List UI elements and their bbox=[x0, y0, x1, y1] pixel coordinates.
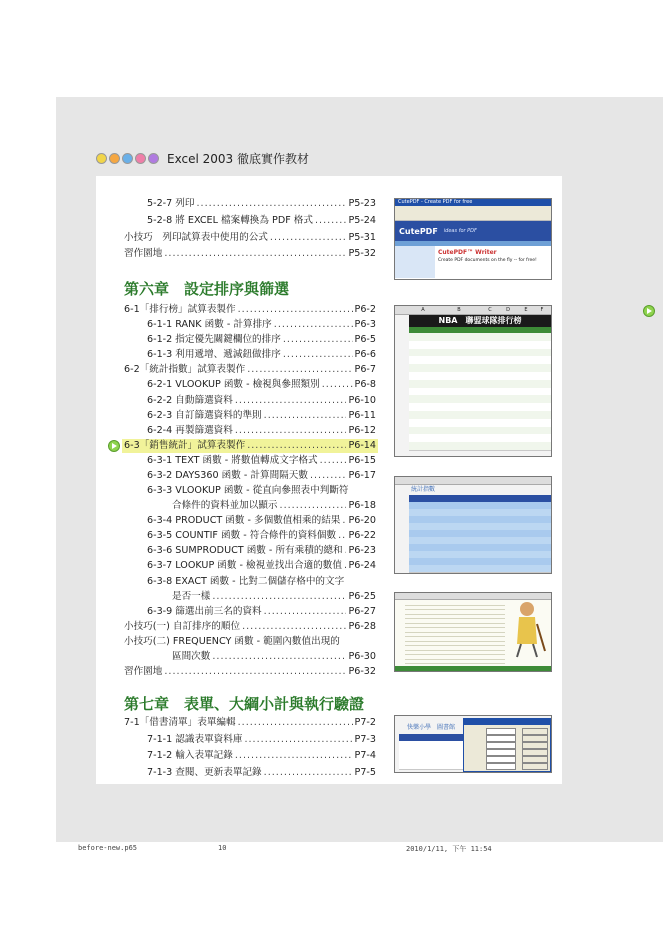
nba-rows bbox=[409, 333, 551, 451]
cutepdf-logo: CutePDF bbox=[399, 226, 438, 236]
toc-item[interactable]: 6-1-1 RANK 函數 - 計算排序 ..... P6-3 bbox=[147, 319, 376, 331]
form-sheet-rows bbox=[399, 734, 463, 770]
screenshot-nba-ranking bbox=[394, 305, 552, 457]
browser-titlebar: CutePDF - Create PDF for free bbox=[395, 199, 551, 206]
form-dialog bbox=[463, 718, 551, 772]
toc-item[interactable]: 6-3-8 EXACT 函數 - 比對二個儲存格中的文字 bbox=[147, 576, 345, 587]
nba-title: NBA 聯盟球隊排行榜 bbox=[409, 315, 551, 327]
col-e: E bbox=[524, 307, 528, 313]
header-title: Excel 2003 徹底實作教材 bbox=[167, 151, 309, 166]
stats-header-band bbox=[409, 495, 551, 502]
form-input-field[interactable] bbox=[486, 728, 516, 735]
footer-page-number: 10 bbox=[218, 844, 227, 852]
toc-item[interactable]: 5-2-7 列印 ..... P5-23 bbox=[147, 198, 376, 210]
sheet-tabs bbox=[395, 666, 551, 671]
toc-item[interactable]: 6-3「銷售統計」試算表製作 ..... P6-14 bbox=[124, 440, 376, 452]
spreadsheet-row bbox=[399, 762, 463, 770]
col-a: A bbox=[421, 307, 425, 313]
stats-title: 統計指數 bbox=[411, 486, 436, 493]
toc-item[interactable]: 6-3-4 PRODUCT 函數 - 多個數值相乘的結果 ..... P6-20 bbox=[147, 515, 376, 527]
footer-file: before-new.p65 bbox=[78, 844, 138, 852]
form-button[interactable] bbox=[522, 763, 548, 770]
toc-item[interactable]: 區間次數 ..... P6-30 bbox=[172, 651, 376, 663]
spreadsheet-row bbox=[409, 565, 551, 573]
toc-item[interactable]: 習作園地 ..... P6-32 bbox=[124, 666, 376, 678]
screenshot-sales-sheet bbox=[394, 592, 552, 672]
form-input-field[interactable] bbox=[486, 756, 516, 763]
stats-rows bbox=[409, 502, 551, 572]
toc-item[interactable]: 6-3-3 VLOOKUP 函數 - 從直向參照表中判斷符 bbox=[147, 485, 349, 496]
toc-item[interactable]: 7-1「借書清單」表單編輯 ..... P7-2 bbox=[124, 717, 376, 729]
toc-item[interactable]: 6-2-1 VLOOKUP 函數 - 檢視與參照類別 ..... P6-8 bbox=[147, 379, 376, 391]
form-dialog-fields bbox=[464, 725, 550, 769]
col-c: C bbox=[488, 307, 492, 313]
toc-item[interactable]: 7-1-3 查閱、更新表單記錄 ..... P7-5 bbox=[147, 767, 376, 779]
toc-item[interactable]: 6-3-9 篩選出前三名的資料 ..... P6-27 bbox=[147, 606, 376, 618]
margin-marker-icon bbox=[643, 305, 655, 317]
toc-item[interactable]: 小技巧 列印試算表中使用的公式 ..... P5-31 bbox=[124, 232, 376, 244]
toc-item[interactable]: 6-1「排行榜」試算表製作 ..... P6-2 bbox=[124, 304, 376, 316]
browser-toolbar bbox=[395, 206, 551, 221]
toc-item[interactable]: 6-3-1 TEXT 函數 - 將數值轉成文字格式 ..... P6-15 bbox=[147, 455, 376, 467]
chapter6-title: 第六章 設定排序與篩選 bbox=[124, 280, 290, 298]
toc-item[interactable]: 7-1-1 認識表單資料庫 ..... P7-3 bbox=[147, 734, 376, 746]
col-f: F bbox=[540, 307, 544, 313]
form-input-field[interactable] bbox=[486, 763, 516, 770]
toc-item[interactable]: 小技巧(一) 自訂排序的順位 ..... P6-28 bbox=[124, 621, 376, 633]
footer-timestamp: 2010/1/11, 下午 11:54 bbox=[406, 845, 492, 853]
toc-item[interactable]: 6-2-4 再製篩選資料 ..... P6-12 bbox=[147, 425, 376, 437]
form-button[interactable] bbox=[522, 728, 548, 735]
toc-item[interactable]: 6-1-3 利用遞增、遞減鈕做排序 ..... P6-6 bbox=[147, 349, 376, 361]
col-d: D bbox=[506, 307, 510, 313]
product-desc: Create PDF documents on the fly -- for free! bbox=[438, 258, 537, 263]
toc-item[interactable]: 6-3-7 LOOKUP 函數 - 檢視並找出合適的數值 ..... P6-24 bbox=[147, 560, 376, 572]
site-banner bbox=[395, 221, 551, 241]
toc-item[interactable]: 6-2-2 自動篩選資料 ..... P6-10 bbox=[147, 395, 376, 407]
toc-item[interactable]: 合條件的資料並加以顯示 ..... P6-18 bbox=[172, 500, 376, 512]
toc-item[interactable]: 5-2-8 將 EXCEL 檔案轉換為 PDF 格式 ..... P5-24 bbox=[147, 215, 376, 227]
screenshot-library-form bbox=[394, 715, 552, 773]
stats-column-header bbox=[395, 477, 551, 485]
toc-item[interactable]: 6-3-6 SUMPRODUCT 函數 - 所有乘積的總和 ..... P6-23 bbox=[147, 545, 376, 557]
toc-item[interactable]: 習作園地 ..... P5-32 bbox=[124, 248, 376, 260]
toc-item[interactable]: 6-3-5 COUNTIF 函數 - 符合條件的資料個數 ..... P6-22 bbox=[147, 530, 376, 542]
form-button[interactable] bbox=[522, 735, 548, 742]
toc-item[interactable]: 6-2-3 自訂篩選資料的準則 ..... P6-11 bbox=[147, 410, 376, 422]
toc-item[interactable]: 6-3-2 DAYS360 函數 - 計算間隔天數 ..... P6-17 bbox=[147, 470, 376, 482]
col-b: B bbox=[457, 307, 461, 313]
screenshot-cutepdf bbox=[394, 198, 552, 280]
toc-item[interactable]: 6-2「統計指數」試算表製作 ..... P6-7 bbox=[124, 364, 376, 376]
sales-rows bbox=[405, 600, 505, 664]
form-button[interactable] bbox=[522, 756, 548, 763]
form-sheet-title: 快樂小學 圖書館 bbox=[407, 724, 456, 731]
cutepdf-tagline: ideas for PDF bbox=[443, 228, 477, 234]
screenshot-stats-index bbox=[394, 476, 552, 574]
spreadsheet-row bbox=[409, 442, 551, 451]
toc-item[interactable]: 7-1-2 輸入表單記錄 ..... P7-4 bbox=[147, 750, 376, 762]
toc-item[interactable]: 是否一樣 ..... P6-25 bbox=[172, 591, 376, 603]
form-input-field[interactable] bbox=[486, 735, 516, 742]
form-button[interactable] bbox=[522, 742, 548, 749]
site-sidebar bbox=[395, 246, 435, 278]
toc-item[interactable]: 小技巧(二) FREQUENCY 函數 - 範圍內數值出現的 bbox=[124, 636, 340, 647]
form-input-field[interactable] bbox=[486, 742, 516, 749]
spreadsheet-row bbox=[405, 659, 505, 665]
column-header-row bbox=[395, 306, 551, 315]
toc-item[interactable]: 6-1-2 指定優先關鍵欄位的排序 ..... P6-5 bbox=[147, 334, 376, 346]
chapter7-title: 第七章 表單、大綱小計與執行驗證 bbox=[124, 695, 365, 713]
figure-illustration-icon bbox=[507, 599, 547, 659]
form-button[interactable] bbox=[522, 749, 548, 756]
section-marker-icon bbox=[108, 440, 120, 452]
product-name: CutePDF™ Writer bbox=[438, 249, 497, 256]
form-input-field[interactable] bbox=[486, 749, 516, 756]
